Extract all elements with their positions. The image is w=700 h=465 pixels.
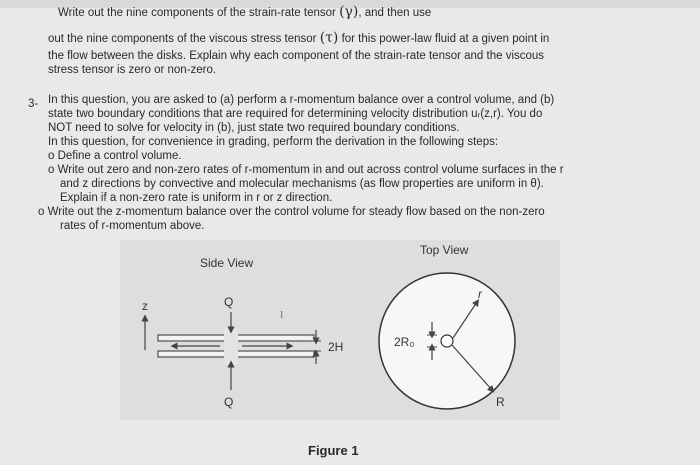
- inlet-gap: [224, 328, 238, 364]
- top-view-label: Top View: [420, 243, 469, 257]
- two-r0-label: 2R₀: [394, 335, 415, 349]
- text-line-p1-3: stress tensor is zero or non-zero.: [48, 64, 217, 76]
- text-line-p1-2: the flow between the disks. Explain why each component of the strain-rate tensor and the viscous: [48, 50, 545, 62]
- z-axis-label: z: [142, 299, 148, 313]
- q3-line-2: state two boundary conditions that are required for determining velocity distribution uᵣ(z,r). You do: [48, 108, 543, 120]
- bullet-3-line-2: rates of r-momentum above.: [60, 220, 205, 232]
- control-volume-mark: I: [280, 310, 284, 321]
- q3-line-1: In this question, you are asked to (a) perform a r-momentum balance over a control volume, and (b): [48, 94, 555, 106]
- question-number: 3-: [28, 98, 39, 110]
- q3-line-3: NOT need to solve for velocity in (b), just state two required boundary conditions.: [48, 122, 460, 134]
- side-view-label: Side View: [200, 256, 254, 270]
- two-h-label: 2H: [328, 340, 344, 354]
- figure-caption: Figure 1: [308, 443, 359, 458]
- bullet-1: o Define a control volume.: [48, 150, 182, 162]
- figure-diagram: [120, 240, 560, 420]
- bullet-2-line-1: o Write out zero and non-zero rates of r-momentum in and out across control volume surfaces in the r: [48, 164, 564, 176]
- figure-panel: [120, 240, 560, 420]
- q-top-label: Q: [224, 295, 234, 309]
- bullet-2-line-3: Explain if a non-zero rate is uniform in r or z direction.: [60, 192, 333, 204]
- bullet-3-line-1: o Write out the z-momentum balance over the control volume for steady flow based on the non-zero: [38, 206, 545, 218]
- inlet-hole: [441, 335, 453, 347]
- bullet-2-line-2: and z directions by convective and molecular mechanisms (as flow properties are uniform in θ).: [60, 178, 544, 190]
- r-label: r: [478, 287, 482, 301]
- text-line-p1-1: out the nine components of the viscous stress tensor (τ) for this power-law fluid at a given point in: [48, 30, 550, 46]
- big-r-label: R: [496, 395, 505, 409]
- q3-line-4: In this question, for convenience in grading, perform the derivation in the following steps:: [48, 136, 499, 148]
- text-line-top: Write out the nine components of the strain-rate tensor (γ), and then use: [58, 4, 432, 20]
- q-bottom-label: Q: [224, 395, 234, 409]
